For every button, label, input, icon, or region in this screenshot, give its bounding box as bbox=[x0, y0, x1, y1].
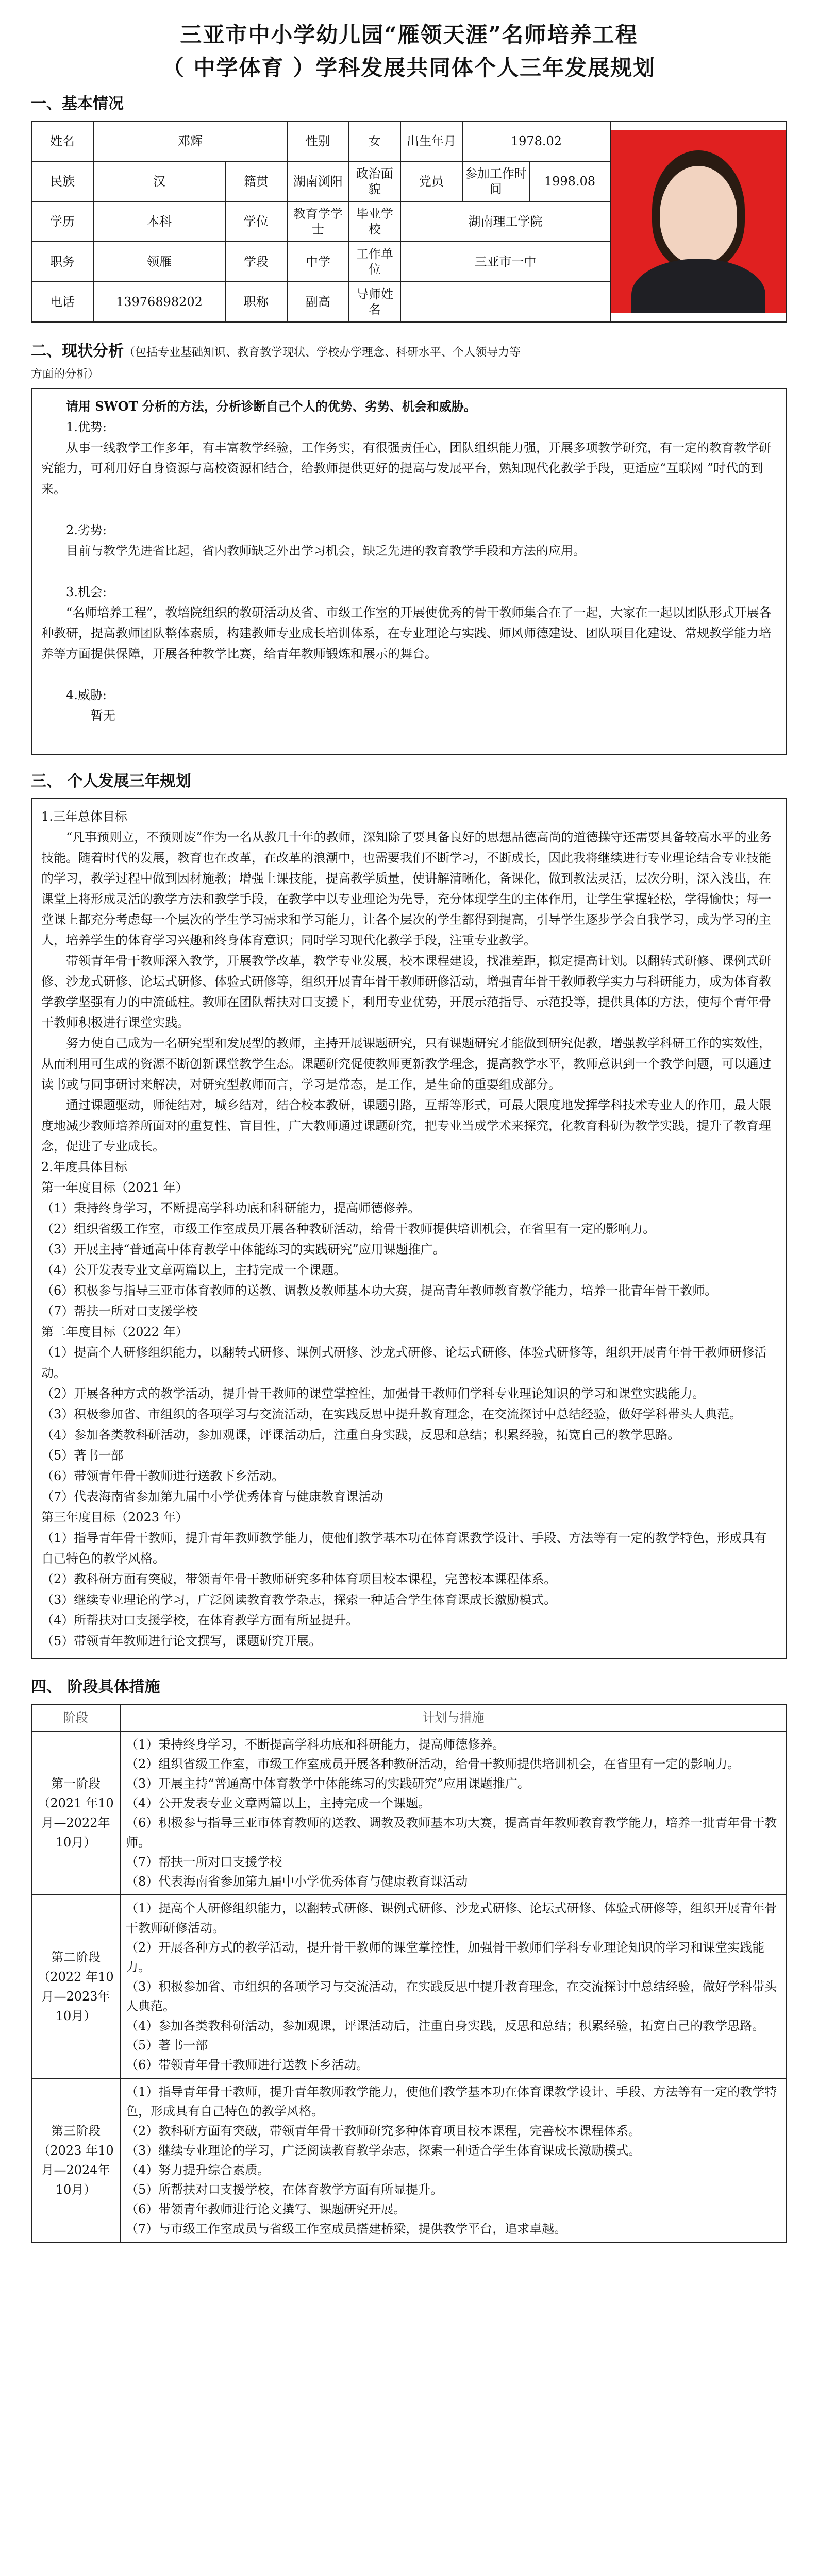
list-item: （7）与市级工作室成员与省级工作室成员搭建桥梁，提供教学平台，追求卓越。 bbox=[126, 2222, 567, 2236]
table-row bbox=[31, 1731, 787, 1895]
cell-value: 三亚市一中 bbox=[400, 242, 610, 282]
list-item: （6）积极参与指导三亚市体育教师的送教、调教及教师基本功大赛，提高青年教师教育教学能力，培养一批青年骨干教师。 bbox=[126, 1816, 777, 1850]
cell-label: 学位 bbox=[225, 201, 287, 242]
list-item: （6）带领青年教师进行论文撰写、课题研究开展。 bbox=[126, 2202, 406, 2216]
list-item: （6）带领青年骨干教师进行送教下乡活动。 bbox=[41, 1469, 285, 1483]
table-row bbox=[31, 2078, 787, 2242]
year-heading: 2.年度具体目标 bbox=[41, 1160, 127, 1174]
stage-plan bbox=[120, 2078, 787, 2242]
portrait-face bbox=[660, 166, 737, 264]
cell-value: 1998.08 bbox=[529, 161, 610, 201]
weakness-text: 目前与教学先进省比起，省内教师缺乏外出学习机会，缺乏先进的教育教学手段和方法的应用。 bbox=[66, 544, 586, 558]
cell-label: 学历 bbox=[31, 201, 93, 242]
plan-box bbox=[31, 798, 787, 1659]
year1-heading: 第一年度目标（2021 年） bbox=[41, 1180, 188, 1195]
cell-label: 籍贯 bbox=[225, 161, 287, 201]
goal-heading: 1.三年总体目标 bbox=[41, 809, 127, 824]
list-item: （3）积极参加省、市组织的各项学习与交流活动，在实践反思中提升教育理念，在交流探讨中总结经验，做好学科带头人典范。 bbox=[41, 1407, 742, 1421]
stage-plan bbox=[120, 1731, 787, 1895]
cell-label: 参加工作时间 bbox=[462, 161, 529, 201]
cell-value bbox=[400, 282, 610, 322]
list-item: （7）帮扶一所对口支援学校 bbox=[41, 1304, 198, 1318]
threat-heading: 4.威胁: bbox=[66, 688, 107, 702]
cell-value: 党员 bbox=[400, 161, 462, 201]
cell-label: 民族 bbox=[31, 161, 93, 201]
stage-label: 第一阶段（2021 年10月—2022年10月） bbox=[31, 1731, 120, 1895]
list-item: （2）教科研方面有突破，带领青年骨干教师研究多种体育项目校本课程，完善校本课程体系。 bbox=[41, 1572, 557, 1586]
stage-label: 第三阶段（2023 年10月—2024年10月） bbox=[31, 2078, 120, 2242]
list-item: （2）开展各种方式的教学活动，提升骨干教师的课堂掌控性，加强骨干教师们学科专业理论知识的学习和课堂实践能力。 bbox=[126, 1940, 765, 1974]
table-row bbox=[31, 121, 787, 161]
list-item: （4）公开发表专业文章两篇以上，主持完成一个课题。 bbox=[126, 1796, 431, 1810]
cell-label: 出生年月 bbox=[400, 121, 462, 161]
portrait-body bbox=[631, 259, 765, 313]
goal-paragraph-4: 通过课题驱动，师徒结对，城乡结对，结合校本教研，课题引路，互帮等形式，可最大限度地发挥学科技术专业人的作用，最大限度地减少教师培养所面对的重复性、盲目性，广大教师通过课题研究，把专业当成学术来探究，化教育科研为教学实践，提升了教育理念，促进了专业成长。 bbox=[41, 1098, 771, 1154]
goal-paragraph-2: 带领青年骨干教师深入教学，开展教学改革，教学专业发展，校本课程建设，找准差距，拟定提高计划。以翻转式研修、课例式研修、沙龙式研修、论坛式研修、体验式研修等，组织开展青年骨干教师研修活动，增强青年骨干教师教学实力与科研能力，成为体育教学教学坚强有力的中流砥柱。教师在团队帮扶对口支援下，利用专业优势，开展示范指导、示范投等，提供具体的方法，使每个青年骨干教师积极进行课堂实践。 bbox=[41, 954, 771, 1030]
cell-label: 电话 bbox=[31, 282, 93, 322]
cell-value: 汉 bbox=[93, 161, 225, 201]
cell-label: 学段 bbox=[225, 242, 287, 282]
table-row bbox=[31, 1895, 787, 2078]
cell-value: 湖南理工学院 bbox=[400, 201, 610, 242]
list-item: （1）秉持终身学习，不断提高学科功底和科研能力，提高师德修养。 bbox=[126, 1737, 505, 1752]
opportunity-heading: 3.机会: bbox=[66, 585, 107, 599]
col-plan-header: 计划与措施 bbox=[120, 1704, 787, 1731]
cell-value: 湖南浏阳 bbox=[287, 161, 349, 201]
cell-value: 教育学学士 bbox=[287, 201, 349, 242]
year3-heading: 第三年度目标（2023 年） bbox=[41, 1510, 188, 1524]
list-item: （5）著书一部 bbox=[126, 2038, 208, 2053]
list-item: （3）积极参加省、市组织的各项学习与交流活动，在实践反思中提升教育理念，在交流探讨中总结经验，做好学科带头人典范。 bbox=[126, 1979, 777, 2013]
cell-value: 副高 bbox=[287, 282, 349, 322]
cell-value: 1978.02 bbox=[462, 121, 610, 161]
list-item: （1）指导青年骨干教师，提升青年教师教学能力，使他们教学基本功在体育课教学设计、手段、方法等有一定的教学特色，形成具有自己特色的教学风格。 bbox=[41, 1531, 767, 1566]
section2-heading: 二、现状分析 bbox=[31, 342, 124, 360]
cell-label: 性别 bbox=[287, 121, 349, 161]
list-item: （6）带领青年骨干教师进行送教下乡活动。 bbox=[126, 2058, 369, 2072]
list-item: （4）参加各类教科研活动，参加观课，评课活动后，注重自身实践，反思和总结；积累经验，拓宽自己的教学思路。 bbox=[41, 1428, 680, 1442]
strength-heading: 1.优势: bbox=[66, 420, 107, 434]
year2-heading: 第二年度目标（2022 年） bbox=[41, 1325, 188, 1339]
cell-value: 女 bbox=[349, 121, 400, 161]
profile-photo bbox=[610, 121, 787, 322]
cell-value: 中学 bbox=[287, 242, 349, 282]
table-header-row bbox=[31, 1704, 787, 1731]
list-item: （2）组织省级工作室，市级工作室成员开展各种教研活动，给骨干教师提供培训机会，在省里有一定的影响力。 bbox=[126, 1757, 740, 1771]
goal-paragraph-3: 努力使自己成为一名研究型和发展型的教师，主持开展课题研究，只有课题研究才能做到研究促教，增强教学科研工作的实效性，从而利用可生成的资源不断创新课堂教学生态。课题研究促使教师更新教学理念，提高教学水平，教师意识到一个教学问题，可以通过读书或与同事研讨来解决，对研究型教师而言，学习是常态，是工作，是生命的重要组成部分。 bbox=[41, 1036, 771, 1092]
cell-label: 职务 bbox=[31, 242, 93, 282]
cell-value: 13976898202 bbox=[93, 282, 225, 322]
list-item: （3）继续专业理论的学习，广泛阅读教育教学杂志，探索一种适合学生体育课成长激励模式。 bbox=[126, 2143, 641, 2158]
list-item: （4）努力提升综合素质。 bbox=[126, 2163, 270, 2177]
section2-note-cont: 方面的分析） bbox=[31, 368, 99, 381]
list-item: （1）提高个人研修组织能力，以翻转式研修、课例式研修、沙龙式研修、论坛式研修、体验式研修等，组织开展青年骨干教师研修活动。 bbox=[126, 1901, 777, 1935]
threat-text: 暂无 bbox=[91, 708, 115, 723]
list-item: （7）帮扶一所对口支援学校 bbox=[126, 1855, 282, 1869]
cell-label: 职称 bbox=[225, 282, 287, 322]
cell-label: 工作单位 bbox=[349, 242, 400, 282]
list-item: （1）指导青年骨干教师，提升青年教师教学能力，使他们教学基本功在体育课教学设计、手段、方法等有一定的教学特色，形成具有自己特色的教学风格。 bbox=[126, 2084, 777, 2119]
stage-measures-table bbox=[31, 1704, 787, 2243]
list-item: （2）组织省级工作室，市级工作室成员开展各种教研活动，给骨干教师提供培训机会，在省里有一定的影响力。 bbox=[41, 1222, 656, 1236]
cell-value: 邓辉 bbox=[93, 121, 287, 161]
goal-paragraph-1: “凡事预则立，不预则废”作为一名从教几十年的教师，深知除了要具备良好的思想品德高尚的道德操守还需要具备较高水平的业务技能。随着时代的发展，教育也在改革，在改革的浪潮中，也需要我们不断学习，不断成长，因此我将继续进行专业理论结合专业技能的学习，教学过程中做到因材施教；增强上课技能，提高教学质量，使讲解清晰化，备课化，做到教法灵活，层次分明，深入浅出，在课堂上将形成灵活的教学方法和教学手段，在教学中以专业理论为先导，充分体现学生的主体作用，让学生掌握轻松，学得愉快；每一堂课上都充分考虑每一个层次的学生学习需求和学习能力，让各个层次的学生都得到提高，引导学生逐步学会自我学习，成为学习的主人，培养学生的体育学习兴趣和终身体育意识；同时学习现代化教学手段，注重专业教学。 bbox=[41, 830, 772, 947]
list-item: （3）开展主持“普通高中体育教学中体能练习的实践研究”应用课题推广。 bbox=[126, 1776, 530, 1791]
cell-value: 领雁 bbox=[93, 242, 225, 282]
doc-title-line2: （ 中学体育 ）学科发展共同体个人三年发展规划 bbox=[162, 55, 656, 80]
list-item: （1）提高个人研修组织能力，以翻转式研修、课例式研修、沙龙式研修、论坛式研修、体验式研修等，组织开展青年骨干教师研修活动。 bbox=[41, 1345, 767, 1380]
basic-info-table bbox=[31, 121, 787, 323]
list-item: （3）开展主持“普通高中体育教学中体能练习的实践研究”应用课题推广。 bbox=[41, 1242, 445, 1257]
list-item: （5）著书一部 bbox=[41, 1448, 124, 1463]
col-stage-header: 阶段 bbox=[31, 1704, 120, 1731]
cell-label: 政治面貌 bbox=[349, 161, 400, 201]
cell-value: 本科 bbox=[93, 201, 225, 242]
list-item: （8）代表海南省参加第九届中小学优秀体育与健康教育课活动 bbox=[126, 1874, 468, 1889]
list-item: （6）积极参与指导三亚市体育教师的送教、调教及教师基本功大赛，提高青年教师教育教学能力，培养一批青年骨干教师。 bbox=[41, 1283, 717, 1298]
list-item: （5）带领青年教师进行论文撰写，课题研究开展。 bbox=[41, 1634, 322, 1648]
list-item: （4）参加各类教科研活动，参加观课，评课活动后，注重自身实践，反思和总结；积累经验，拓宽自己的教学思路。 bbox=[126, 2019, 765, 2033]
doc-title-line1: 三亚市中小学幼儿园“雁领天涯”名师培养工程 bbox=[180, 22, 638, 47]
stage-plan bbox=[120, 1895, 787, 2078]
list-item: （1）秉持终身学习，不断提高学科功底和科研能力，提高师德修养。 bbox=[41, 1201, 421, 1215]
section1-title: 一、基本情况 bbox=[31, 95, 124, 113]
weakness-heading: 2.劣势: bbox=[66, 523, 107, 537]
section2-title bbox=[31, 339, 787, 365]
portrait-image bbox=[611, 130, 786, 313]
cell-label: 毕业学校 bbox=[349, 201, 400, 242]
swot-prompt: 请用 SWOT 分析的方法，分析诊断自己个人的优势、劣势、机会和威胁。 bbox=[66, 399, 476, 414]
list-item: （2）教科研方面有突破，带领青年骨干教师研究多种体育项目校本课程，完善校本课程体系。 bbox=[126, 2124, 641, 2138]
document-page bbox=[31, 0, 787, 2243]
section3-title: 三、 个人发展三年规划 bbox=[31, 772, 191, 790]
list-item: （5）所帮扶对口支援学校，在体育教学方面有所显提升。 bbox=[126, 2182, 443, 2197]
cell-label: 姓名 bbox=[31, 121, 93, 161]
list-item: （7）代表海南省参加第九届中小学优秀体育与健康教育课活动 bbox=[41, 1489, 383, 1504]
list-item: （2）开展各种方式的教学活动，提升骨干教师的课堂掌控性，加强骨干教师们学科专业理论知识的学习和课堂实践能力。 bbox=[41, 1386, 705, 1401]
cell-label: 导师姓名 bbox=[349, 282, 400, 322]
list-item: （4）所帮扶对口支援学校，在体育教学方面有所显提升。 bbox=[41, 1613, 359, 1628]
swot-box bbox=[31, 388, 787, 755]
section2-note: （包括专业基础知识、教育教学现状、学校办学理念、科研水平、个人领导力等 bbox=[124, 346, 521, 359]
opportunity-text: “名师培养工程”，教培院组织的教研活动及省、市级工作室的开展使优秀的骨干教师集合在了一起，大家在一起以团队形式开展各种教研，提高教师团队整体素质，构建教师专业成长培训体系，在专业理论与实践、师风师德建设、团队项目化建设、常规教学能力培养等方面提供保障，开展各种教学比赛，给青年教师锻炼和展示的舞台。 bbox=[41, 605, 772, 661]
list-item: （3）继续专业理论的学习，广泛阅读教育教学杂志，探索一种适合学生体育课成长激励模式。 bbox=[41, 1592, 557, 1607]
list-item: （4）公开发表专业文章两篇以上，主持完成一个课题。 bbox=[41, 1263, 346, 1277]
stage-label: 第二阶段（2022 年10月—2023年10月） bbox=[31, 1895, 120, 2078]
section4-title: 四、 阶段具体措施 bbox=[31, 1678, 160, 1696]
strength-text: 从事一线教学工作多年，有丰富教学经验，工作务实，有很强责任心，团队组织能力强，开展多项教学研究，有一定的教育教学研究能力，可利用好自身资源与高校资源相结合，给教师提供更好的提高与发展平台，熟知现代化教学手段，更适应“互联网 ”时代的到来。 bbox=[41, 440, 771, 496]
